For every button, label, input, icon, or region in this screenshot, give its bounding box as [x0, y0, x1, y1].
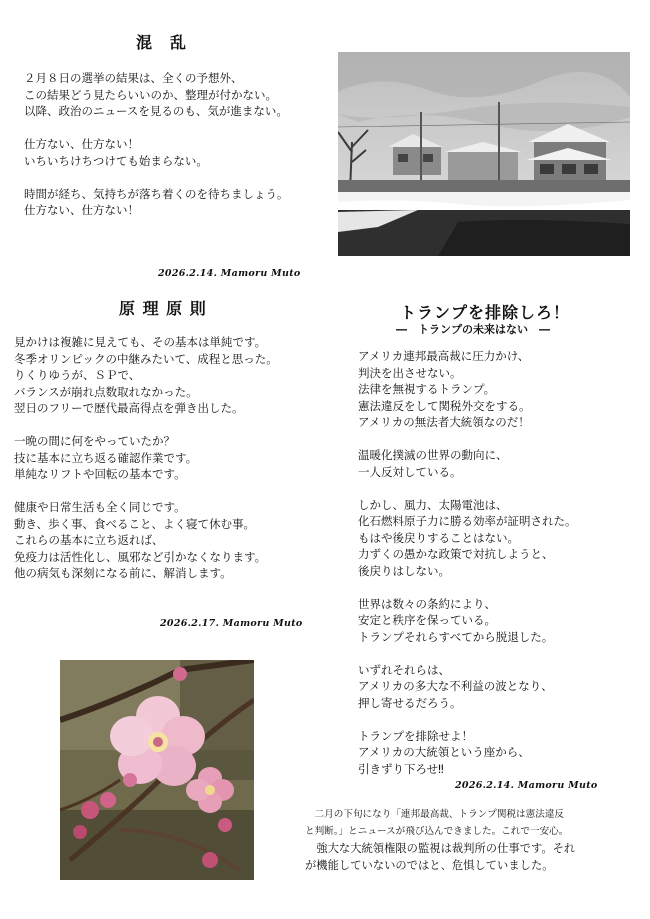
article3-line: アメリカ連邦最高裁に圧力かけ、: [358, 349, 530, 363]
article2-line: 技に基本に立ち返る確認作業です。: [14, 450, 198, 465]
article3-subtitle: ― トランプの未来はない ―: [396, 323, 550, 336]
snowy-houses-photo: [338, 52, 630, 256]
article2-line: 翌日のフリーで歴代最高得点を弾き出した。: [14, 401, 244, 415]
article2-line: りくりゆうが、ＳＰで、: [14, 368, 141, 382]
article1-line: 以降、政治のニュースを見るのも、気が進まない。: [24, 104, 288, 118]
article2-body: [14, 334, 278, 582]
article3-line: 引きずり下ろせ‼: [358, 761, 444, 776]
note-line: と判断。」とニュースが飛び込んできました。これで一安心。: [305, 826, 569, 837]
article2-line: [14, 417, 278, 434]
closing-note: [305, 806, 575, 874]
article3-line: 化石燃料原子力に勝る効率が証明された。: [358, 514, 577, 528]
article2-line: 一晩の間に何をやっていたか？: [14, 434, 175, 448]
article3-line: [358, 645, 577, 662]
article1-line: 時間が経ち、気持ちが落ち着くのを待ちましょう。: [24, 186, 289, 201]
article2-signature: 2026.2.17. Mamoru Muto: [160, 618, 303, 629]
article2-line: これらの基本に立ち返れば、: [14, 533, 164, 547]
article3-line: [358, 431, 577, 448]
article3-line: トランプを排除せよ！: [358, 728, 473, 743]
note-line: が機能していないのではと、危惧していました。: [305, 859, 554, 872]
article2-line: 見かけは複雑に見えても、その基本は単純です。: [14, 335, 267, 349]
article1-line: [24, 120, 289, 137]
article3-line: 押し寄せるだろう。: [358, 695, 462, 710]
article2-line: 単純なリフトや回転の基本です。: [14, 467, 186, 481]
article3-line: 憲法違反をして関税外交をする。: [358, 398, 531, 413]
article2-line: 他の病気も深刻になる前に、解消します。: [14, 566, 232, 580]
article3-body: [358, 348, 577, 777]
article2-line: 健康や日常生活も全く同じです。: [14, 500, 186, 514]
article3-line: アメリカの大統領という座から、: [358, 745, 530, 759]
note-line: 強大な大統領権限の監視は裁判所の仕事です。それ: [305, 842, 576, 855]
article1-line: いちいちけちつけても始まらない。: [24, 153, 208, 168]
article3-line: トランプそれらすべてから脱退した。: [358, 629, 554, 644]
article3-line: アメリカの多大な不利益の波となり、: [358, 679, 553, 693]
article1-line: ２月８日の選挙の結果は、全くの予想外、: [24, 71, 243, 85]
article3-line: いずれそれらは、: [358, 662, 450, 677]
article3-line: もはや後戻りすることはない。: [358, 530, 519, 545]
cherry-blossom-photo: [60, 660, 254, 880]
article2-line: 冬季オリンピックの中継みたいて、成程と思った。: [14, 351, 278, 366]
article3-line: 後戻りはしない。: [358, 563, 450, 578]
article3-line: 一人反対している。: [358, 464, 462, 479]
article3-title: トランプを排除しろ！: [400, 303, 571, 322]
article2-line: バランスが崩れ点数取れなかった。: [14, 384, 198, 399]
article3-line: 温暖化撲滅の世界の動向に、: [358, 448, 508, 462]
article3-line: 世界は数々の条約により、: [358, 596, 496, 611]
article2-title: 原 理 原 則: [119, 299, 207, 318]
article1-line: 仕方ない、仕方ない！: [24, 137, 139, 151]
article1-line: この結果どう見たらいいのか、整理が付かない。: [24, 87, 277, 102]
article1-body: [24, 70, 289, 219]
article3-line: 判決を出させない。: [358, 365, 462, 380]
article3-line: 法律を無視するトランプ。: [358, 382, 496, 396]
article3-signature: 2026.2.14. Mamoru Muto: [455, 780, 598, 791]
note-line: 二月の下旬になり「連邦最高裁、トランプ関税は憲法違反: [305, 809, 565, 820]
article1-title: 混 乱: [136, 33, 188, 52]
article2-line: 動き、歩く事、食べること、よく寝て休む事。: [14, 516, 256, 531]
article1-line: [24, 169, 289, 186]
article3-line: アメリカの無法者大統領なのだ！: [358, 415, 530, 429]
article3-line: [358, 711, 577, 728]
article3-line: 安定と秩序を保っている。: [358, 613, 496, 627]
article3-line: [358, 579, 577, 596]
article3-line: 力ずくの愚かな政策で対抗しようと、: [358, 547, 554, 561]
article2-line: 免疫力は活性化し、風邪など引かなくなります。: [14, 549, 267, 564]
article3-line: [358, 480, 577, 497]
article1-signature: 2026.2.14. Mamoru Muto: [158, 268, 301, 279]
article3-line: しかし、風力、太陽電池は、: [358, 497, 508, 512]
article1-line: 仕方ない、仕方ない！: [24, 203, 139, 217]
article2-line: [14, 483, 278, 500]
